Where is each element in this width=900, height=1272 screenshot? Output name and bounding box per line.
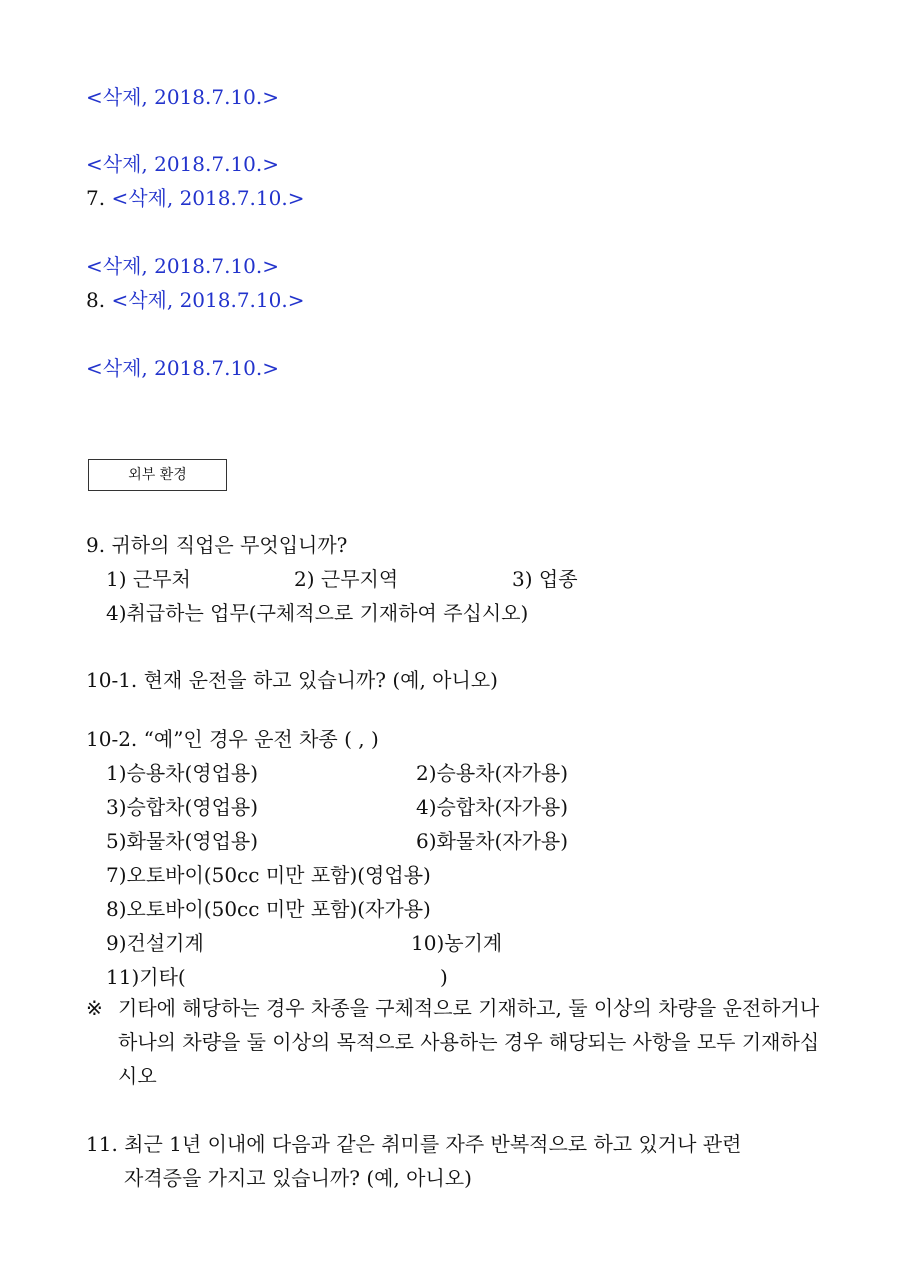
deleted-line-4 bbox=[86, 253, 279, 279]
q10-2-option-row bbox=[106, 760, 706, 786]
vehicle-option: 11)기타( ) bbox=[106, 965, 448, 989]
deleted-line-2 bbox=[86, 151, 279, 177]
deleted-notice[interactable]: <삭제, 2018.7.10.> bbox=[86, 152, 280, 176]
item-number: 8. bbox=[86, 288, 112, 312]
vehicle-option: 10)농기계 bbox=[411, 931, 503, 955]
q10-2-option-row bbox=[106, 862, 706, 888]
vehicle-option: 6)화물차(자가용) bbox=[416, 829, 569, 853]
vehicle-option: 8)오토바이(50cc 미만 포함)(자가용) bbox=[106, 897, 431, 921]
reference-mark: ※ bbox=[86, 996, 103, 1020]
note-text: 기타에 해당하는 경우 차종을 구체적으로 기재하고, 둘 이상의 차량을 운전하거나 하나의 차량을 둘 이상의 목적으로 사용하는 경우 해당되는 사항을 모두 기재하십시오 bbox=[118, 996, 820, 1088]
deleted-notice[interactable]: <삭제, 2018.7.10.> bbox=[86, 254, 280, 278]
q10-2-title: 10-2. “예”인 경우 운전 차종 ( , ) bbox=[86, 727, 379, 751]
deleted-line-6 bbox=[86, 355, 279, 381]
q9-option-1: 1) 근무처 bbox=[106, 567, 191, 591]
q11-line-1: 11. 최근 1년 이내에 다음과 같은 취미를 자주 반복적으로 하고 있거나 관련 bbox=[86, 1132, 742, 1156]
q10-2-option-row bbox=[106, 896, 706, 922]
deleted-line-3 bbox=[86, 185, 304, 211]
q10-2-option-row bbox=[106, 828, 706, 854]
deleted-line-1 bbox=[86, 84, 279, 110]
section-title-box: 외부 환경 bbox=[88, 459, 227, 491]
vehicle-option: 7)오토바이(50cc 미만 포함)(영업용) bbox=[106, 863, 431, 887]
q9-option-2: 2) 근무지역 bbox=[294, 567, 399, 591]
q11-question bbox=[86, 1127, 826, 1195]
deleted-notice[interactable]: <삭제, 2018.7.10.> bbox=[86, 85, 280, 109]
vehicle-option: 5)화물차(영업용) bbox=[106, 829, 259, 853]
vehicle-option: 1)승용차(영업용) bbox=[106, 761, 259, 785]
q9-title: 9. 귀하의 직업은 무엇입니까? bbox=[86, 533, 348, 557]
vehicle-option: 3)승합차(영업용) bbox=[106, 795, 259, 819]
deleted-line-5 bbox=[86, 287, 304, 313]
deleted-notice[interactable]: <삭제, 2018.7.10.> bbox=[86, 356, 280, 380]
q10-2-option-row bbox=[106, 794, 706, 820]
q9-options-row bbox=[106, 566, 706, 592]
q10-2-option-row bbox=[106, 964, 706, 990]
item-number: 7. bbox=[86, 186, 112, 210]
deleted-notice[interactable]: <삭제, 2018.7.10.> bbox=[111, 288, 305, 312]
q9-option-3: 3) 업종 bbox=[512, 567, 578, 591]
q10-1-title: 10-1. 현재 운전을 하고 있습니까? (예, 아니오) bbox=[86, 668, 498, 692]
vehicle-option: 4)승합차(자가용) bbox=[416, 795, 569, 819]
q10-2-note bbox=[86, 991, 826, 1093]
vehicle-option: 2)승용차(자가용) bbox=[416, 761, 569, 785]
q10-2-option-row bbox=[106, 930, 706, 956]
vehicle-option: 9)건설기계 bbox=[106, 931, 204, 955]
q11-line-2: 자격증을 가지고 있습니까? (예, 아니오) bbox=[124, 1166, 472, 1190]
deleted-notice[interactable]: <삭제, 2018.7.10.> bbox=[111, 186, 305, 210]
q9-option-4: 4)취급하는 업무(구체적으로 기재하여 주십시오) bbox=[106, 601, 529, 625]
